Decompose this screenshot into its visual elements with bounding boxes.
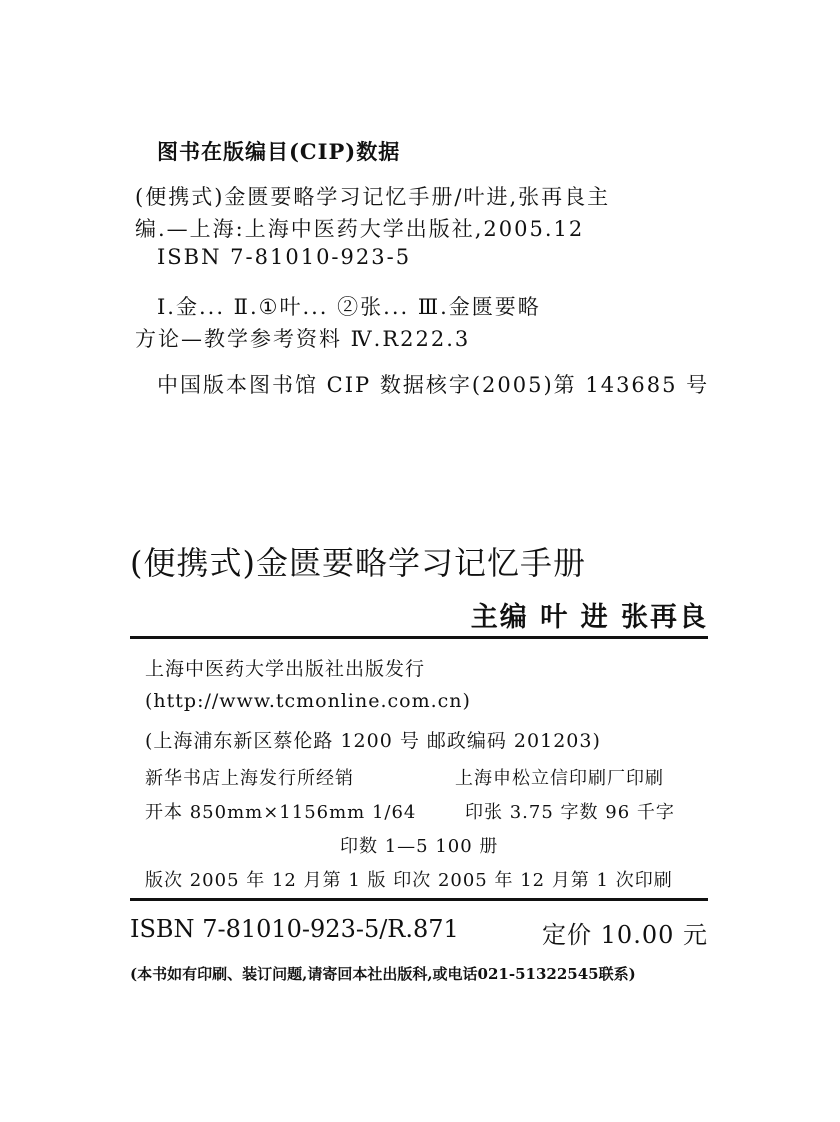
divider: [130, 898, 708, 901]
cip-heading: 图书在版编目(CIP)数据: [157, 139, 401, 164]
book-title: (便携式)金匮要略学习记忆手册: [130, 544, 586, 582]
cip-classification-cont: 方论—教学参考资料 Ⅳ.R222.3: [135, 327, 471, 351]
cip-record-number: 中国版本图书馆 CIP 数据核字(2005)第 143685 号: [157, 373, 710, 397]
divider: [130, 636, 708, 639]
publisher-line: 上海中医药大学出版社出版发行: [145, 658, 426, 680]
print-count: 印数 1—5 100 册: [340, 836, 499, 857]
cip-isbn: ISBN 7-81010-923-5: [157, 245, 412, 269]
printer: 上海申松立信印刷厂印刷: [455, 768, 664, 789]
distributor: 新华书店上海发行所经销: [145, 768, 354, 789]
print-sheets: 印张 3.75 字数 96 千字: [465, 802, 675, 823]
cip-line: 编.—上海:上海中医药大学出版社,2005.12: [135, 217, 585, 241]
publisher-url: (http://www.tcmonline.com.cn): [145, 690, 471, 712]
book-editors: 主编 叶 进 张再良: [470, 602, 708, 633]
publisher-address: (上海浦东新区蔡伦路 1200 号 邮政编码 201203): [145, 730, 601, 752]
cip-line: (便携式)金匮要略学习记忆手册/叶进,张再良主: [135, 185, 611, 209]
edition-info: 版次 2005 年 12 月第 1 版 印次 2005 年 12 月第 1 次印刷: [145, 870, 673, 891]
quality-note: (本书如有印刷、装订问题,请寄回本社出版科,或电话021-51322545联系): [130, 965, 636, 983]
price: 定价 10.00 元: [542, 921, 708, 949]
book-format: 开本 850mm×1156mm 1/64: [145, 802, 417, 823]
footer-isbn: ISBN 7-81010-923-5/R.871: [130, 915, 459, 943]
cip-classification: Ⅰ.金... Ⅱ.①叶... ②张... Ⅲ.金匮要略: [157, 295, 541, 319]
